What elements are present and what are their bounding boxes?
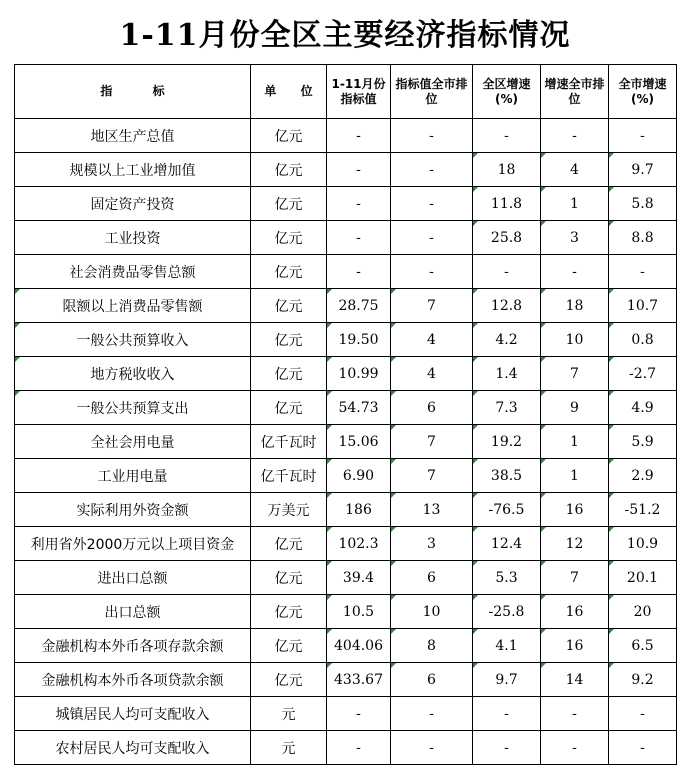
district-growth-cell: 18 <box>473 153 541 187</box>
value-cell: 102.3 <box>327 527 391 561</box>
table-row <box>15 153 677 187</box>
unit-cell: 亿元 <box>251 119 327 153</box>
growth-rank-cell: 7 <box>541 561 609 595</box>
page-title: 1-11月份全区主要经济指标情况 <box>119 18 571 53</box>
growth-rank-cell: 1 <box>541 187 609 221</box>
table-row <box>15 255 677 289</box>
district-growth-cell: 38.5 <box>473 459 541 493</box>
value-cell: - <box>327 221 391 255</box>
value-rank-cell: - <box>391 697 473 731</box>
value-rank-cell: 7 <box>391 459 473 493</box>
growth-rank-cell: 10 <box>541 323 609 357</box>
indicator-name: 农村居民人均可支配收入 <box>15 731 251 765</box>
unit-cell: 亿千瓦时 <box>251 459 327 493</box>
district-growth-cell: - <box>473 255 541 289</box>
table-row <box>15 187 677 221</box>
district-growth-cell: 4.1 <box>473 629 541 663</box>
unit-cell: 亿元 <box>251 391 327 425</box>
district-growth-cell: 7.3 <box>473 391 541 425</box>
table-row <box>15 731 677 765</box>
growth-rank-cell: 16 <box>541 629 609 663</box>
unit-cell: 亿千瓦时 <box>251 425 327 459</box>
district-growth-cell: -25.8 <box>473 595 541 629</box>
value-rank-cell: 7 <box>391 289 473 323</box>
district-growth-cell: 25.8 <box>473 221 541 255</box>
value-cell: 54.73 <box>327 391 391 425</box>
value-cell: - <box>327 255 391 289</box>
growth-rank-cell: 3 <box>541 221 609 255</box>
value-rank-cell: 6 <box>391 663 473 697</box>
district-growth-cell: 12.8 <box>473 289 541 323</box>
city-growth-cell: 6.5 <box>609 629 677 663</box>
value-cell: - <box>327 697 391 731</box>
value-rank-cell: 4 <box>391 357 473 391</box>
value-rank-cell: - <box>391 153 473 187</box>
header-growth-rank: 增速全市排位 <box>541 65 609 119</box>
district-growth-cell: 5.3 <box>473 561 541 595</box>
value-cell: 433.67 <box>327 663 391 697</box>
header-city-growth: 全市增速(%) <box>609 65 677 119</box>
table-row <box>15 527 677 561</box>
value-cell: 10.99 <box>327 357 391 391</box>
value-rank-cell: - <box>391 255 473 289</box>
value-rank-cell: - <box>391 731 473 765</box>
unit-cell: 元 <box>251 697 327 731</box>
indicator-name: 工业用电量 <box>15 459 251 493</box>
city-growth-cell: 10.7 <box>609 289 677 323</box>
indicator-name: 地区生产总值 <box>15 119 251 153</box>
value-rank-cell: 10 <box>391 595 473 629</box>
value-rank-cell: 6 <box>391 561 473 595</box>
table-row <box>15 493 677 527</box>
growth-rank-cell: 1 <box>541 425 609 459</box>
indicator-name: 固定资产投资 <box>15 187 251 221</box>
unit-cell: 亿元 <box>251 289 327 323</box>
header-value-rank: 指标值全市排位 <box>391 65 473 119</box>
header-value: 1-11月份指标值 <box>327 65 391 119</box>
table-row <box>15 561 677 595</box>
unit-cell: 元 <box>251 731 327 765</box>
value-rank-cell: 6 <box>391 391 473 425</box>
indicator-name: 一般公共预算收入 <box>15 323 251 357</box>
unit-cell: 亿元 <box>251 323 327 357</box>
table-row <box>15 119 677 153</box>
indicator-name: 进出口总额 <box>15 561 251 595</box>
city-growth-cell: 10.9 <box>609 527 677 561</box>
value-rank-cell: - <box>391 221 473 255</box>
city-growth-cell: - <box>609 255 677 289</box>
city-growth-cell: 5.9 <box>609 425 677 459</box>
city-growth-cell: 9.2 <box>609 663 677 697</box>
city-growth-cell: - <box>609 119 677 153</box>
growth-rank-cell: 4 <box>541 153 609 187</box>
district-growth-cell: -76.5 <box>473 493 541 527</box>
header-indicator: 指 标 <box>15 65 251 119</box>
value-rank-cell: 4 <box>391 323 473 357</box>
table-row <box>15 697 677 731</box>
district-growth-cell: 9.7 <box>473 663 541 697</box>
header-unit: 单 位 <box>251 65 327 119</box>
table-row <box>15 357 677 391</box>
city-growth-cell: 9.7 <box>609 153 677 187</box>
value-cell: - <box>327 153 391 187</box>
value-cell: - <box>327 187 391 221</box>
city-growth-cell: -51.2 <box>609 493 677 527</box>
growth-rank-cell: 1 <box>541 459 609 493</box>
city-growth-cell: -2.7 <box>609 357 677 391</box>
unit-cell: 亿元 <box>251 255 327 289</box>
indicator-name: 地方税收收入 <box>15 357 251 391</box>
value-cell: - <box>327 731 391 765</box>
value-cell: 19.50 <box>327 323 391 357</box>
value-rank-cell: 7 <box>391 425 473 459</box>
table-row <box>15 323 677 357</box>
indicator-name: 金融机构本外币各项存款余额 <box>15 629 251 663</box>
unit-cell: 亿元 <box>251 663 327 697</box>
district-growth-cell: 12.4 <box>473 527 541 561</box>
value-cell: 186 <box>327 493 391 527</box>
city-growth-cell: - <box>609 731 677 765</box>
growth-rank-cell: 12 <box>541 527 609 561</box>
city-growth-cell: 20 <box>609 595 677 629</box>
table-row <box>15 663 677 697</box>
city-growth-cell: 2.9 <box>609 459 677 493</box>
district-growth-cell: - <box>473 731 541 765</box>
growth-rank-cell: 9 <box>541 391 609 425</box>
unit-cell: 亿元 <box>251 629 327 663</box>
unit-cell: 万美元 <box>251 493 327 527</box>
city-growth-cell: 8.8 <box>609 221 677 255</box>
table-row <box>15 629 677 663</box>
indicator-name: 金融机构本外币各项贷款余额 <box>15 663 251 697</box>
district-growth-cell: 11.8 <box>473 187 541 221</box>
growth-rank-cell: 18 <box>541 289 609 323</box>
value-cell: 6.90 <box>327 459 391 493</box>
value-cell: 39.4 <box>327 561 391 595</box>
table-row <box>15 391 677 425</box>
unit-cell: 亿元 <box>251 153 327 187</box>
growth-rank-cell: 14 <box>541 663 609 697</box>
indicator-name: 利用省外2000万元以上项目资金 <box>15 527 251 561</box>
table-row <box>15 221 677 255</box>
value-rank-cell: 3 <box>391 527 473 561</box>
city-growth-cell: 0.8 <box>609 323 677 357</box>
indicator-name: 城镇居民人均可支配收入 <box>15 697 251 731</box>
indicator-name: 规模以上工业增加值 <box>15 153 251 187</box>
indicator-name: 全社会用电量 <box>15 425 251 459</box>
value-cell: 10.5 <box>327 595 391 629</box>
district-growth-cell: - <box>473 697 541 731</box>
district-growth-cell: 1.4 <box>473 357 541 391</box>
indicator-name: 工业投资 <box>15 221 251 255</box>
unit-cell: 亿元 <box>251 595 327 629</box>
growth-rank-cell: - <box>541 731 609 765</box>
growth-rank-cell: 7 <box>541 357 609 391</box>
indicator-name: 实际利用外资金额 <box>15 493 251 527</box>
value-rank-cell: 13 <box>391 493 473 527</box>
table-row <box>15 289 677 323</box>
growth-rank-cell: 16 <box>541 493 609 527</box>
indicator-name: 社会消费品零售总额 <box>15 255 251 289</box>
city-growth-cell: - <box>609 697 677 731</box>
value-rank-cell: - <box>391 187 473 221</box>
indicator-name: 限额以上消费品零售额 <box>15 289 251 323</box>
value-rank-cell: - <box>391 119 473 153</box>
value-cell: 404.06 <box>327 629 391 663</box>
unit-cell: 亿元 <box>251 357 327 391</box>
district-growth-cell: 4.2 <box>473 323 541 357</box>
growth-rank-cell: - <box>541 119 609 153</box>
unit-cell: 亿元 <box>251 561 327 595</box>
growth-rank-cell: - <box>541 697 609 731</box>
city-growth-cell: 4.9 <box>609 391 677 425</box>
header-district-growth: 全区增速(%) <box>473 65 541 119</box>
value-cell: - <box>327 119 391 153</box>
city-growth-cell: 5.8 <box>609 187 677 221</box>
table-row <box>15 595 677 629</box>
value-cell: 15.06 <box>327 425 391 459</box>
value-rank-cell: 8 <box>391 629 473 663</box>
table-row <box>15 459 677 493</box>
growth-rank-cell: 16 <box>541 595 609 629</box>
indicator-name: 一般公共预算支出 <box>15 391 251 425</box>
value-cell: 28.75 <box>327 289 391 323</box>
district-growth-cell: 19.2 <box>473 425 541 459</box>
district-growth-cell: - <box>473 119 541 153</box>
indicator-table <box>14 64 677 765</box>
unit-cell: 亿元 <box>251 187 327 221</box>
growth-rank-cell: - <box>541 255 609 289</box>
indicator-name: 出口总额 <box>15 595 251 629</box>
header-row <box>15 65 677 119</box>
unit-cell: 亿元 <box>251 527 327 561</box>
city-growth-cell: 20.1 <box>609 561 677 595</box>
unit-cell: 亿元 <box>251 221 327 255</box>
table-row <box>15 425 677 459</box>
